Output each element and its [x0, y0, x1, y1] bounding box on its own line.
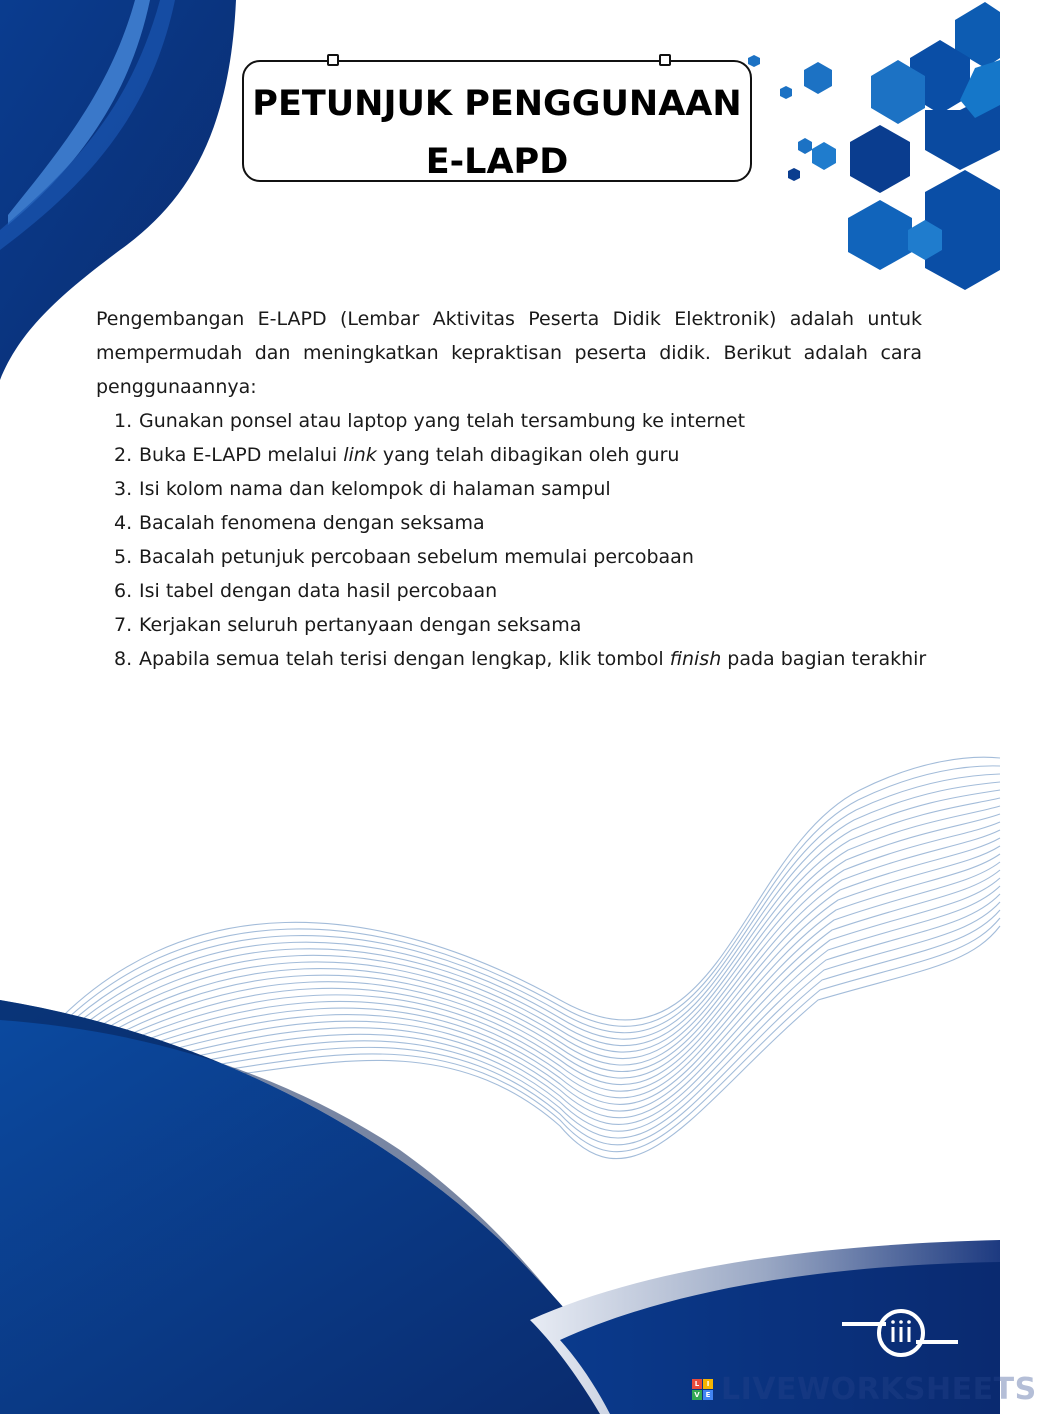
frame-knob-left: [327, 54, 339, 66]
list-item: 1. Gunakan ponsel atau laptop yang telah tersambung ke internet: [114, 410, 746, 432]
page-title-line1: PETUNJUK PENGGUNAAN: [252, 84, 742, 124]
liveworksheets-badge-icon: L I V E: [692, 1379, 713, 1400]
list-item: 5. Bacalah petunjuk percobaan sebelum memulai percobaan: [114, 546, 694, 568]
list-item: 3. Isi kolom nama dan kelompok di halaman sampul: [114, 478, 611, 500]
liveworksheets-watermark: [692, 1371, 1037, 1407]
list-item: 8. Apabila semua telah terisi dengan lengkap, klik tombol finish pada bagian terakhir: [114, 648, 927, 670]
list-item: 7. Kerjakan seluruh pertanyaan dengan seksama: [114, 614, 582, 636]
hexagon-cluster: [748, 2, 1000, 290]
title-frame: [242, 60, 752, 182]
page-title-line2: E-LAPD: [425, 142, 569, 182]
list-item: 2. Buka E-LAPD melalui link yang telah dibagikan oleh guru: [114, 444, 680, 466]
list-item: 4. Bacalah fenomena dengan seksama: [114, 512, 485, 534]
frame-knob-right: [659, 54, 671, 66]
watermark-text: LIVEWORKSHEETS: [721, 1371, 1037, 1407]
institution-logo: [842, 1302, 960, 1368]
instructions: [96, 302, 927, 676]
bottom-left-shape: [0, 1000, 650, 1414]
steps-list: [96, 404, 927, 676]
intro-paragraph: Pengembangan E-LAPD (Lembar Aktivitas Peserta Didik Elektronik) adalah untuk mempermudah dan meningkatkan kepraktisan peserta didik. Berikut adalah cara penggunaannya:: [96, 308, 922, 398]
list-item: 6. Isi tabel dengan data hasil percobaan: [114, 580, 498, 602]
